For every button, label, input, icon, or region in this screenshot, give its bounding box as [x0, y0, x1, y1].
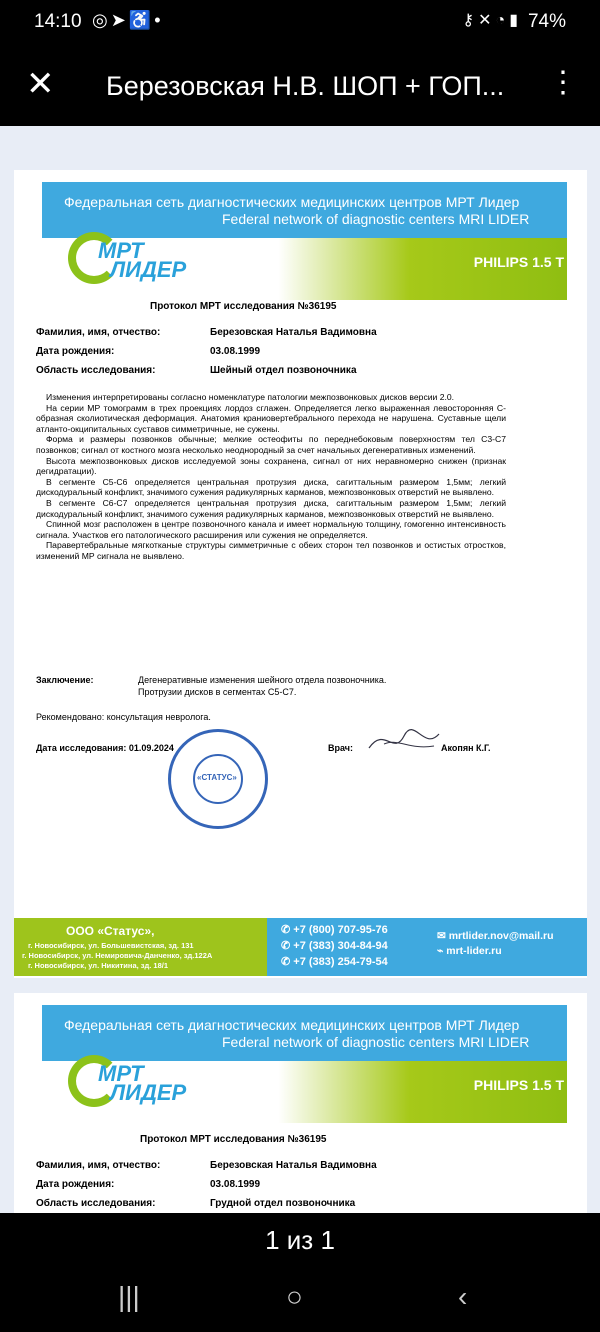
status-time: 14:10 — [34, 11, 82, 32]
page-counter: 1 из 1 — [265, 1225, 335, 1255]
system-icons — [462, 10, 522, 30]
document-page-1 — [14, 170, 587, 978]
report-body — [36, 392, 506, 562]
back-icon[interactable]: ‹ — [458, 1281, 468, 1312]
dob-value: 03.08.1999 — [210, 346, 261, 357]
logo-mrt: МРТ — [98, 1061, 144, 1086]
email-text: mrtlider.nov@mail.ru — [448, 930, 554, 942]
key-icon: ⚷ — [462, 12, 479, 29]
dob-label: Дата рождения: — [36, 1179, 115, 1190]
status-bar — [0, 0, 600, 44]
clinic-stamp — [168, 729, 268, 829]
conclusion-line-2: Протрузии дисков в сегментах С5-С7. — [138, 687, 297, 697]
footer-address-2: г. Новосибирск, ул. Немировича-Данченко, зд.122А — [22, 951, 213, 960]
header-line-en: Federal network of diagnostic centers MRI LIDER — [222, 211, 530, 227]
dob-value: 03.08.1999 — [210, 1179, 261, 1190]
phone-icon: ✆ — [281, 924, 294, 936]
footer-email — [437, 930, 553, 942]
report-paragraph: Спинной мозг расположен в центре позвоночного канала и имеет нормальную толщину, гомогенно интенсивность сигнала. Участков его патологического расширения или сужения не определяется. — [36, 519, 506, 540]
doctor-name: Акопян К.Г. — [441, 743, 491, 753]
home-icon[interactable]: ○ — [286, 1281, 303, 1312]
footer-address-1: г. Новосибирск, ул. Большевистская, зд. 131 — [28, 941, 194, 950]
area-label: Область исследования: — [36, 1198, 156, 1209]
mute-icon: ✕ — [478, 12, 496, 29]
dot-icon: • — [154, 10, 164, 30]
accessibility-icon: ♿ — [128, 10, 155, 30]
fio-value: Березовская Наталья Вадимовна — [210, 1160, 377, 1171]
battery-level: 74% — [527, 11, 566, 32]
phone-3-text: +7 (383) 254-79-54 — [293, 956, 388, 968]
telegram-icon: ➤ — [110, 10, 129, 30]
header-line-en: Federal network of diagnostic centers MRI LIDER — [222, 1034, 530, 1050]
more-vertical-icon[interactable]: ⋮ — [548, 66, 578, 99]
header-blue-band — [42, 182, 567, 238]
stamp-text: «СТАТУС» — [197, 773, 237, 782]
conclusion-label: Заключение: — [36, 675, 94, 685]
link-icon: ⌁ — [437, 945, 447, 957]
whatsapp-icon: ◎ — [92, 10, 111, 30]
signal-icon: ▮ — [509, 12, 522, 29]
doctor-label: Врач: — [328, 743, 354, 753]
clinic-header — [42, 1005, 582, 1125]
logo-lider: ЛИДЕР — [110, 257, 187, 282]
report-paragraph: В сегменте С6-С7 определяется центральная протрузия диска, сагиттальным размером 1,5мм; легкий дискодуральный конфликт, значимого сужения радикулярных карманов, межпозвонковых отверстий не выявлено. — [36, 497, 506, 519]
logo-mrt: МРТ — [98, 238, 144, 263]
site-text: mrt-lider.ru — [446, 945, 502, 957]
wifi-icon: ◔ — [495, 12, 510, 29]
report-paragraph: В сегменте С5-С6 определяется центральная протрузия диска, сагиттальным размером 1,5мм; легкий дискодуральный конфликт, значимого сужения радикулярных карманов, межпозвонковых отверстий не выявлено. — [36, 476, 506, 498]
phone-icon: ✆ — [281, 940, 294, 952]
protocol-title: Протокол МРТ исследования №36195 — [140, 1134, 327, 1145]
scanner-label: PHILIPS 1.5 T — [473, 1077, 564, 1093]
fio-label: Фамилия, имя, отчество: — [36, 1160, 161, 1171]
report-paragraph: Форма и размеры позвонков обычные; мелкие остеофиты по переднебоковым поверхностям тел С3-С7 позвонков; сигнал от костного мозга несколько неоднородный за счет начальных дегенеративных изменений. — [36, 434, 506, 455]
recent-apps-icon[interactable]: ||| — [118, 1281, 140, 1312]
mrt-lider-logo — [68, 232, 238, 292]
header-line-ru: Федеральная сеть диагностических медицинских центров МРТ Лидер — [64, 1017, 520, 1033]
page-footer — [14, 918, 587, 976]
fio-value: Березовская Наталья Вадимовна — [210, 327, 377, 338]
document-page-2 — [14, 993, 587, 1213]
report-paragraph: Высота межпозвонковых дисков исследуемой зоны сохранена, сигнал от них неравномерно снижен (признак дегидратации). — [36, 455, 506, 477]
close-icon[interactable]: ✕ — [26, 65, 55, 103]
notification-icons — [92, 10, 164, 31]
document-title: Березовская Н.В. ШОП + ГОП... — [106, 71, 505, 101]
header-line-ru: Федеральная сеть диагностических медицинских центров МРТ Лидер — [64, 194, 520, 210]
area-label: Область исследования: — [36, 365, 156, 376]
logo-lider: ЛИДЕР — [110, 1080, 187, 1105]
exam-date: Дата исследования: 01.09.2024 — [36, 743, 174, 753]
scanner-label: PHILIPS 1.5 T — [473, 254, 564, 270]
footer-addresses — [14, 918, 267, 976]
area-value: Шейный отдел позвоночника — [210, 365, 357, 376]
phone-1-text: +7 (800) 707-95-76 — [293, 924, 388, 936]
fio-label: Фамилия, имя, отчество: — [36, 327, 161, 338]
footer-address-3: г. Новосибирск, ул. Никитина, зд. 18/1 — [28, 961, 169, 970]
footer-company: ООО «Статус», — [66, 924, 155, 938]
footer-phone-1 — [281, 923, 388, 936]
footer-site — [437, 945, 502, 957]
report-paragraph: Изменения интерпретированы согласно номенклатуре патологии межпозвонковых дисков версии 2.0. — [46, 392, 455, 402]
header-blue-band — [42, 1005, 567, 1061]
mrt-lider-logo — [68, 1055, 238, 1115]
footer-contacts — [267, 918, 587, 976]
dob-label: Дата рождения: — [36, 346, 115, 357]
phone-2-text: +7 (383) 304-84-94 — [293, 940, 388, 952]
report-paragraph: Паравертебральные мягкотканые структуры симметричные с обеих сторон тел позвонков и остистых отростков, изменений МР сигнала не выявлено. — [36, 540, 506, 561]
viewer-toolbar — [0, 44, 600, 126]
protocol-title: Протокол МРТ исследования №36195 — [150, 301, 337, 312]
clinic-header — [42, 182, 582, 302]
signature-icon — [364, 726, 444, 756]
mail-icon: ✉ — [437, 930, 449, 942]
phone-icon: ✆ — [281, 956, 294, 968]
recommendation: Рекомендовано: консультация невролога. — [36, 712, 211, 722]
area-value: Грудной отдел позвоночника — [210, 1198, 356, 1209]
conclusion-line-1: Дегенеративные изменения шейного отдела позвоночника. — [138, 675, 387, 685]
bottom-bar — [0, 1213, 600, 1332]
footer-phone-3 — [281, 955, 388, 968]
report-paragraph: На серии МР томограмм в трех проекциях лордоз сглажен. Определяется легко выраженная левосторонняя С-образная сколиотическая деформация. Анатомия краниовертебрального перехода не нарушена. Суставные щели атланто-окципитальных суставов симметричные, не сужены. — [36, 402, 506, 434]
footer-phone-2 — [281, 939, 388, 952]
